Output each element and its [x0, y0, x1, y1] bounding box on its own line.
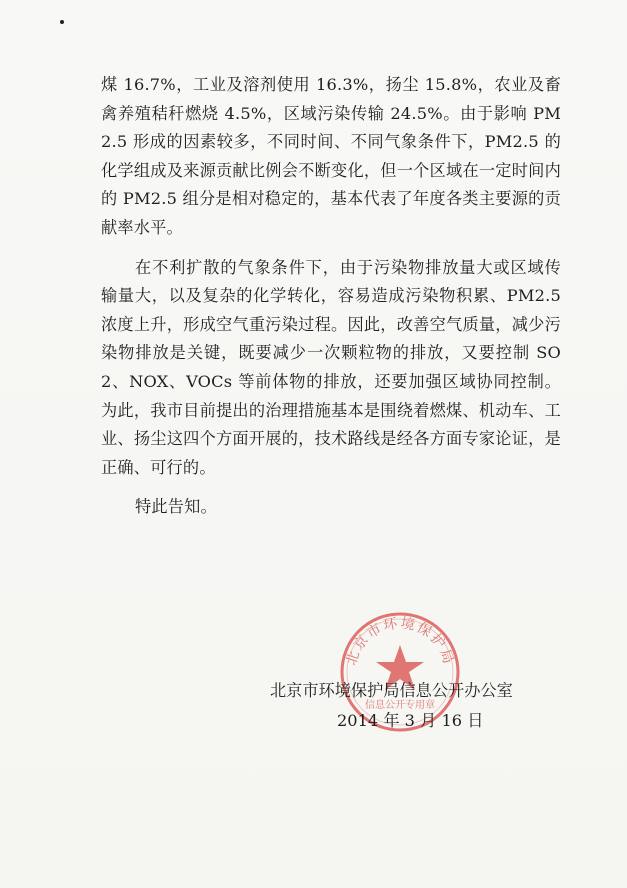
- seal-bottom-text: 信息公开专用章: [365, 700, 435, 711]
- signature-block: [270, 676, 550, 736]
- paragraph-3: 特此告知。: [135, 497, 217, 517]
- signature-date: 2014 年 3 月 16 日: [337, 711, 484, 730]
- scan-dot-mark: [60, 20, 64, 24]
- signature-organization: 北京市环境保护局信息公开办公室: [270, 681, 513, 700]
- document-body: [101, 71, 561, 533]
- seal-top-text: 北京市环境保护局: [343, 615, 457, 668]
- paragraph-1: 煤 16.7%，工业及溶剂使用 16.3%，扬尘 15.8%，农业及畜禽养殖秸秆燃烧 4.5%，区域污染传输 24.5%。由于影响 PM2.5 形成的因素较多，不同时间、不同气象条件下，PM2.5 的化学组成及来源贡献比例会不断变化，但一个区域在一定时间内的 PM2.5 组分是相对稳定的，基本代表了年度各类主要源的贡献率水平。: [101, 75, 561, 237]
- paragraph-2: 在不利扩散的气象条件下，由于污染物排放量大或区域传输量大，以及复杂的化学转化，容易造成污染物积累、PM2.5 浓度上升，形成空气重污染过程。因此，改善空气质量，减少污染物排放是关键，既要减少一次颗粒物的排放，又要控制 SO2、NOX、VOCs 等前体物的排放，还要加强区域协同控制。为此，我市目前提出的治理措施基本是围绕着燃煤、机动车、工业、扬尘这四个方面开展的，技术路线是经各方面专家论证，是正确、可行的。: [101, 257, 561, 477]
